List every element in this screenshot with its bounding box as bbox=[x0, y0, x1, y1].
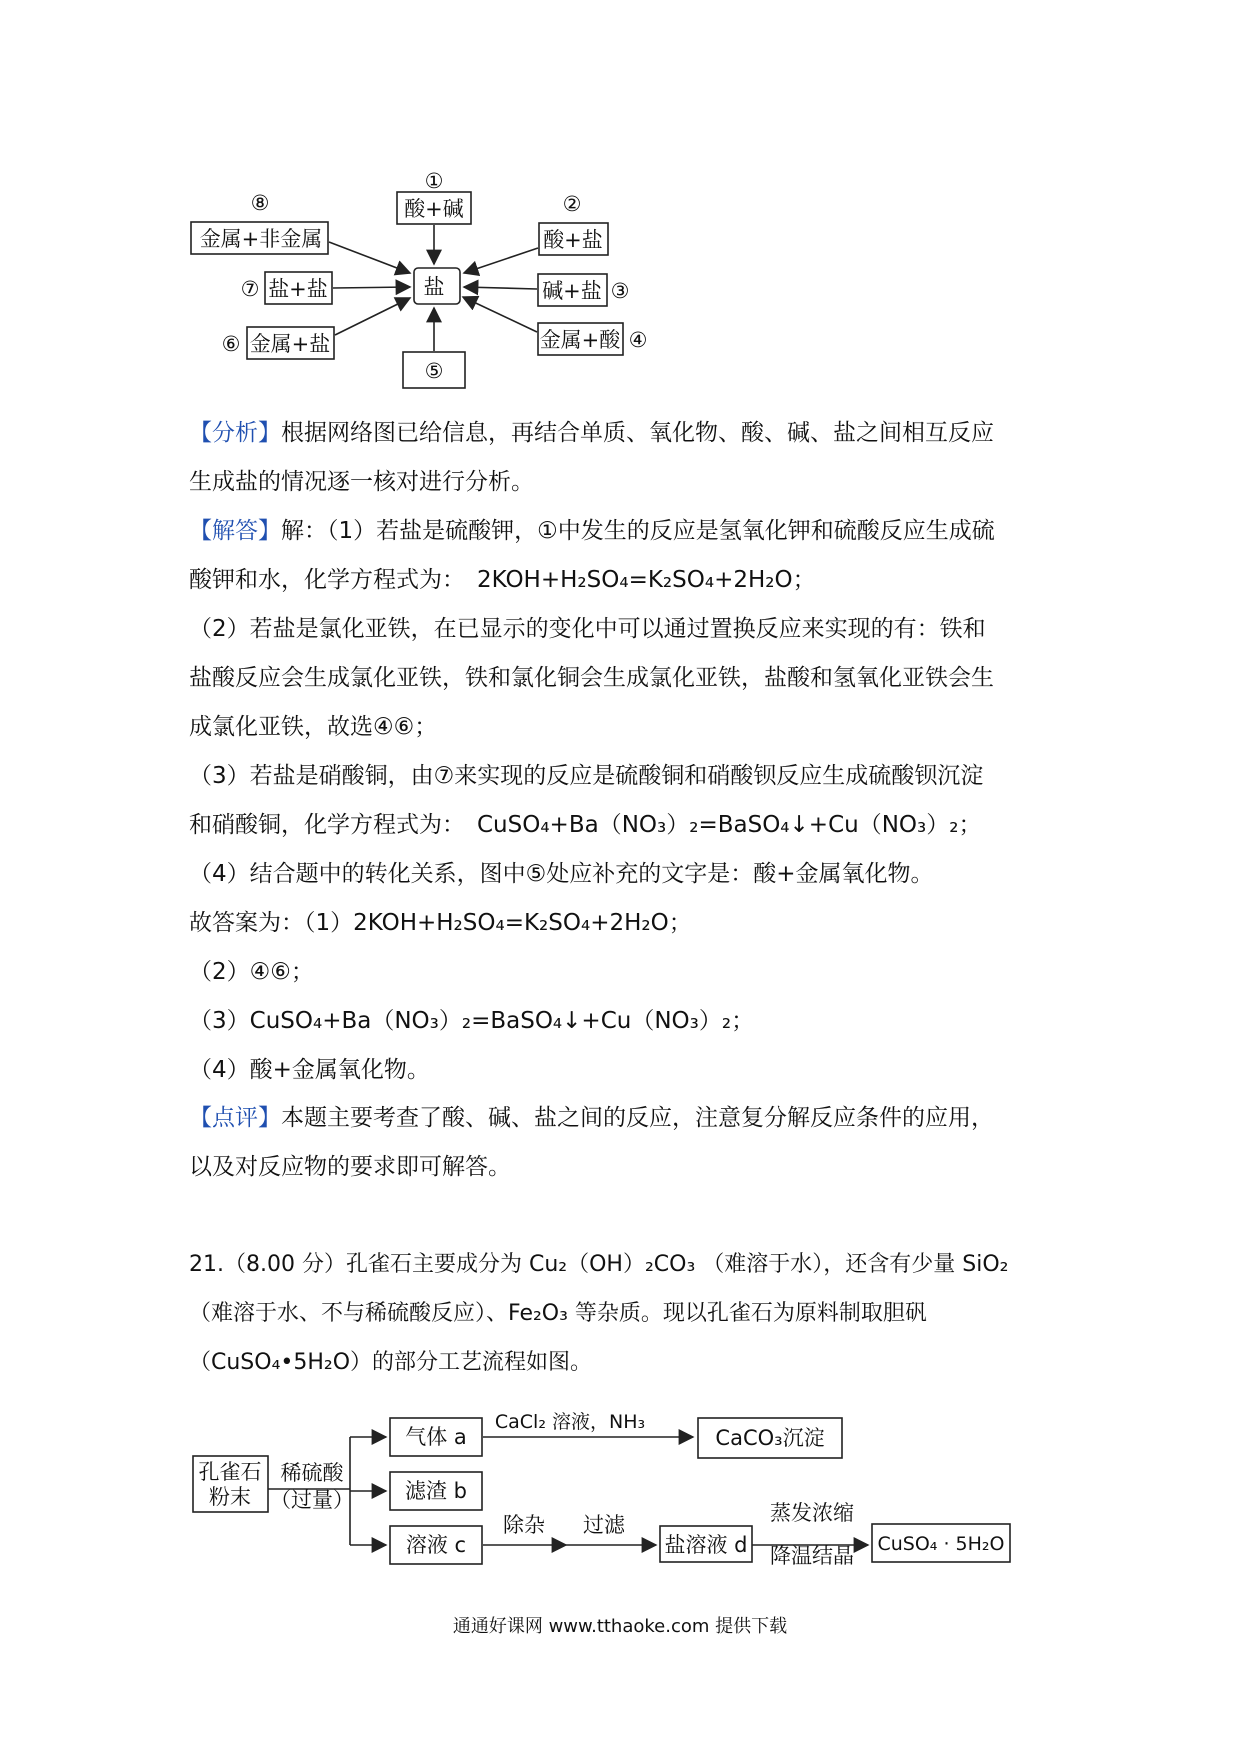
analysis-line-1: 根据网络图已给信息，再结合单质、氧化物、酸、碱、盐之间相互反应 bbox=[281, 420, 994, 446]
q21-line-3: （CuSO₄•5H₂O）的部分工艺流程如图。 bbox=[189, 1350, 593, 1375]
start-label-2: 粉末 bbox=[209, 1485, 251, 1509]
page-footer: 通通好课网 www.tthaoke.com 提供下载 bbox=[452, 1616, 788, 1637]
salt-label: 盐溶液 d bbox=[664, 1533, 748, 1557]
node-2-label: 酸+盐 bbox=[543, 228, 603, 252]
analysis-line-2: 生成盐的情况逐一核对进行分析。 bbox=[189, 469, 534, 495]
question-21 bbox=[189, 1240, 1059, 1387]
answer-line-6: （3）若盐是硝酸铜，由⑦来实现的反应是硫酸铜和硝酸钡反应生成硫酸钡沉淀 bbox=[189, 763, 984, 789]
answer-line-10: （2）④⑥； bbox=[189, 959, 314, 985]
acid-label-2: （过量） bbox=[270, 1488, 354, 1512]
evap-label-2: 降温结晶 bbox=[770, 1544, 854, 1568]
answer-eq-3: CuSO₄+Ba（NO₃）₂=BaSO₄↓+Cu（NO₃）₂； bbox=[477, 812, 982, 838]
analysis-tag: 【分析】 bbox=[189, 420, 281, 446]
node-6-num: ⑥ bbox=[221, 332, 241, 356]
answer-line-4: 盐酸反应会生成氯化亚铁，铁和氯化铜会生成氯化亚铁，盐酸和氢氧化亚铁会生 bbox=[189, 665, 994, 691]
answer-section bbox=[189, 507, 1059, 1095]
arrow-2 bbox=[464, 248, 538, 273]
node-6-label: 金属+盐 bbox=[249, 332, 331, 356]
answer-tag: 【解答】 bbox=[189, 518, 281, 544]
q21-line-1: 21.（8.00 分）孔雀石主要成分为 Cu₂（OH）₂CO₃ （难溶于水），还含有少量 SiO₂ bbox=[189, 1252, 1009, 1277]
gas-label: 气体 a bbox=[405, 1425, 467, 1449]
comment-tag: 【点评】 bbox=[189, 1105, 281, 1131]
answer-line-3: （2）若盐是氯化亚铁，在已显示的变化中可以通过置换反应来实现的有：铁和 bbox=[189, 616, 986, 642]
answer-line-7: 和硝酸铜，化学方程式为： bbox=[189, 812, 465, 838]
node-7-label: 盐+盐 bbox=[268, 277, 328, 301]
node-7-num: ⑦ bbox=[240, 277, 260, 301]
evap-label-1: 蒸发浓缩 bbox=[770, 1501, 854, 1525]
center-label: 盐 bbox=[423, 275, 445, 299]
arrow-3 bbox=[464, 287, 537, 289]
residue-label: 滤渣 b bbox=[404, 1479, 468, 1503]
reagent-label: CaCl₂ 溶液，NH₃ bbox=[494, 1411, 646, 1433]
comment-section bbox=[189, 1094, 1059, 1192]
arrow-4 bbox=[463, 297, 537, 332]
answer-line-9: 故答案为：（1）2KOH+H₂SO₄=K₂SO₄+2H₂O； bbox=[189, 910, 692, 936]
comment-line-1: 本题主要考查了酸、碱、盐之间的反应，注意复分解反应条件的应用， bbox=[281, 1105, 994, 1131]
arrow-7 bbox=[333, 287, 410, 288]
answer-line-2: 酸钾和水，化学方程式为： bbox=[189, 567, 465, 593]
node-8-label: 金属+非金属 bbox=[199, 227, 323, 251]
node-8-num: ⑧ bbox=[250, 191, 270, 215]
process-flow-diagram bbox=[0, 1400, 1240, 1570]
answer-line-11: （3）CuSO₄+Ba（NO₃）₂=BaSO₄↓+Cu（NO₃）₂； bbox=[189, 1008, 755, 1034]
node-4-num: ④ bbox=[628, 328, 648, 352]
start-label-1: 孔雀石 bbox=[198, 1460, 262, 1484]
node-5-num: ⑤ bbox=[424, 359, 444, 383]
analysis-section bbox=[189, 409, 1059, 507]
node-1-num: ① bbox=[424, 169, 444, 193]
solution-label: 溶液 c bbox=[405, 1533, 467, 1557]
answer-line-5: 成氯化亚铁，故选④⑥； bbox=[189, 714, 438, 740]
node-4-label: 金属+酸 bbox=[539, 328, 621, 352]
comment-line-2: 以及对反应物的要求即可解答。 bbox=[189, 1154, 511, 1180]
node-1-label: 酸+碱 bbox=[404, 197, 464, 221]
precipitate-label: CaCO₃沉淀 bbox=[715, 1426, 825, 1450]
answer-eq-1: 2KOH+H₂SO₄=K₂SO₄+2H₂O； bbox=[477, 567, 816, 593]
salt-network-diagram bbox=[0, 0, 1240, 420]
step-remove-label: 除杂 bbox=[503, 1513, 545, 1537]
arrow-6 bbox=[335, 298, 410, 335]
node-2-num: ② bbox=[562, 192, 582, 216]
node-3-num: ③ bbox=[610, 279, 630, 303]
q21-line-2: （难溶于水、不与稀硫酸反应）、Fe₂O₃ 等杂质。现以孔雀石为原料制取胆矾 bbox=[189, 1301, 927, 1326]
node-3-label: 碱+盐 bbox=[542, 279, 602, 303]
step-filter-label: 过滤 bbox=[583, 1513, 625, 1537]
answer-line-12: （4）酸+金属氧化物。 bbox=[189, 1057, 430, 1083]
answer-line-1: 解：（1）若盐是硫酸钾，①中发生的反应是氢氧化钾和硫酸反应生成硫 bbox=[281, 518, 995, 544]
answer-line-8: （4）结合题中的转化关系，图中⑤处应补充的文字是：酸+金属氧化物。 bbox=[189, 861, 934, 887]
arrow-8 bbox=[329, 242, 410, 273]
acid-label-1: 稀硫酸 bbox=[280, 1461, 344, 1485]
product-label: CuSO₄ · 5H₂O bbox=[877, 1533, 1005, 1555]
